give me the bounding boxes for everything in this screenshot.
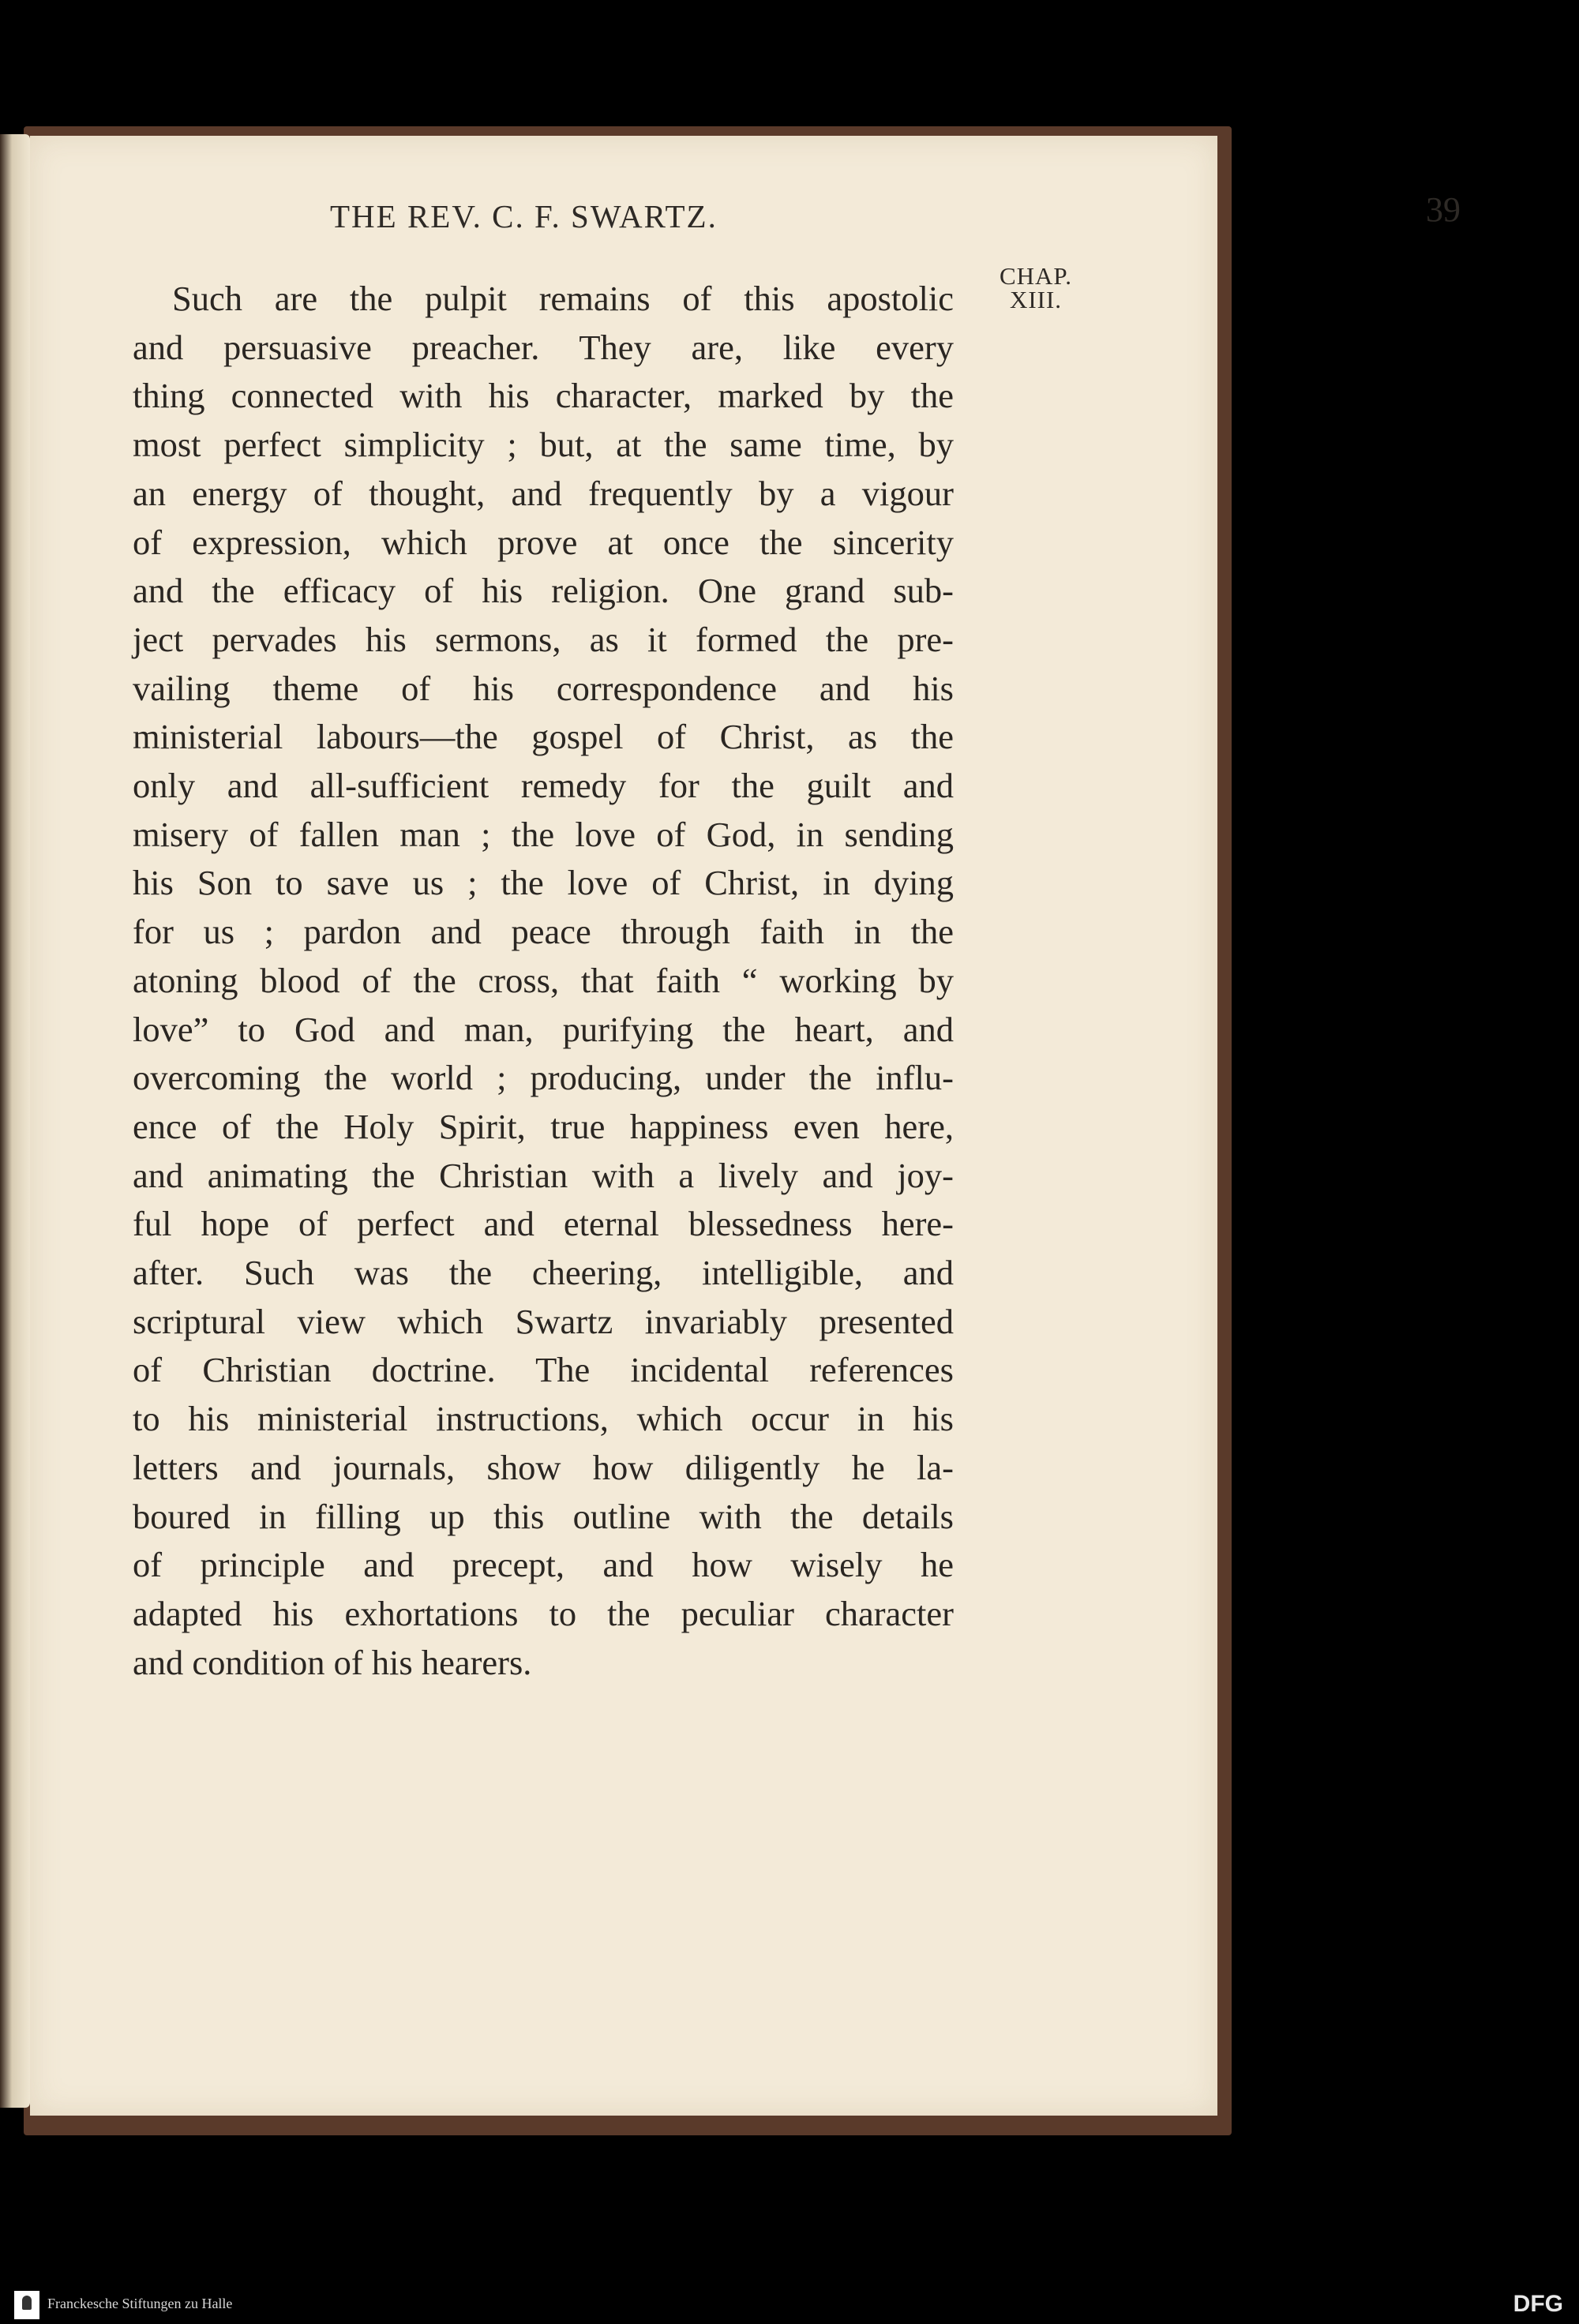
text-line: his Son to save us ; the love of Christ, in dying [133,863,954,903]
page-number: 39 [1426,190,1461,229]
text-line: misery of fallen man ; the love of God, in sending [133,814,954,854]
text-line: letters and journals, show how diligently he la- [133,1447,954,1487]
text-line: atoning blood of the cross, that faith “ working by [133,960,954,1000]
text-line: for us ; pardon and peace through faith in the [133,912,954,952]
left-page-edge [0,134,30,2108]
dfg-logo: DFG [1513,2291,1563,2317]
text-line: scriptural view which Swartz invariably presented [133,1301,954,1341]
text-line: overcoming the world ; producing, under the influ- [133,1058,954,1098]
text-line: and condition of his hearers. [133,1642,532,1682]
text-line: ence of the Holy Spirit, true happiness even here, [133,1106,954,1146]
running-head: THE REV. C. F. SWARTZ. [330,198,718,234]
text-line: Such are the pulpit remains of this apostolic [172,279,954,318]
text-line: after. Such was the cheering, intelligible, and [133,1253,954,1293]
text-line: of Christian doctrine. The incidental references [133,1350,954,1390]
institution-logo-icon [14,2291,39,2319]
text-line: vailing theme of his correspondence and his [133,668,954,708]
chapter-label: CHAP. [999,262,1072,290]
text-line: love” to God and man, purifying the heart, and [133,1009,954,1049]
text-line: of expression, which prove at once the sincerity [133,522,954,562]
chapter-margin-note [957,264,1115,312]
text-line: ministerial labours—the gospel of Christ, as the [133,717,954,757]
text-line: most perfect simplicity ; but, at the same time, by [133,425,954,465]
text-line: and persuasive preacher. They are, like every [133,327,954,367]
text-line: to his ministerial instructions, which occur in his [133,1399,954,1439]
text-line: an energy of thought, and frequently by a vigour [133,473,954,513]
text-line: adapted his exhortations to the peculiar character [133,1593,954,1633]
text-line: boured in filling up this outline with the details [133,1496,954,1536]
text-line: of principle and precept, and how wisely he [133,1545,954,1585]
body-paragraph [133,275,954,1687]
text-line: ject pervades his sermons, as it formed the pre- [133,619,954,659]
viewer-footer [0,2286,1579,2324]
institution-name: Franckesche Stiftungen zu Halle [47,2296,233,2311]
text-line: thing connected with his character, marked by the [133,376,954,416]
text-line: only and all-sufficient remedy for the guilt and [133,766,954,806]
text-line: and animating the Christian with a lively and joy- [133,1155,954,1195]
text-line: and the efficacy of his religion. One grand sub- [133,571,954,611]
chapter-number: XIII. [1009,286,1063,313]
text-line: ful hope of perfect and eternal blessedness here- [133,1204,954,1244]
